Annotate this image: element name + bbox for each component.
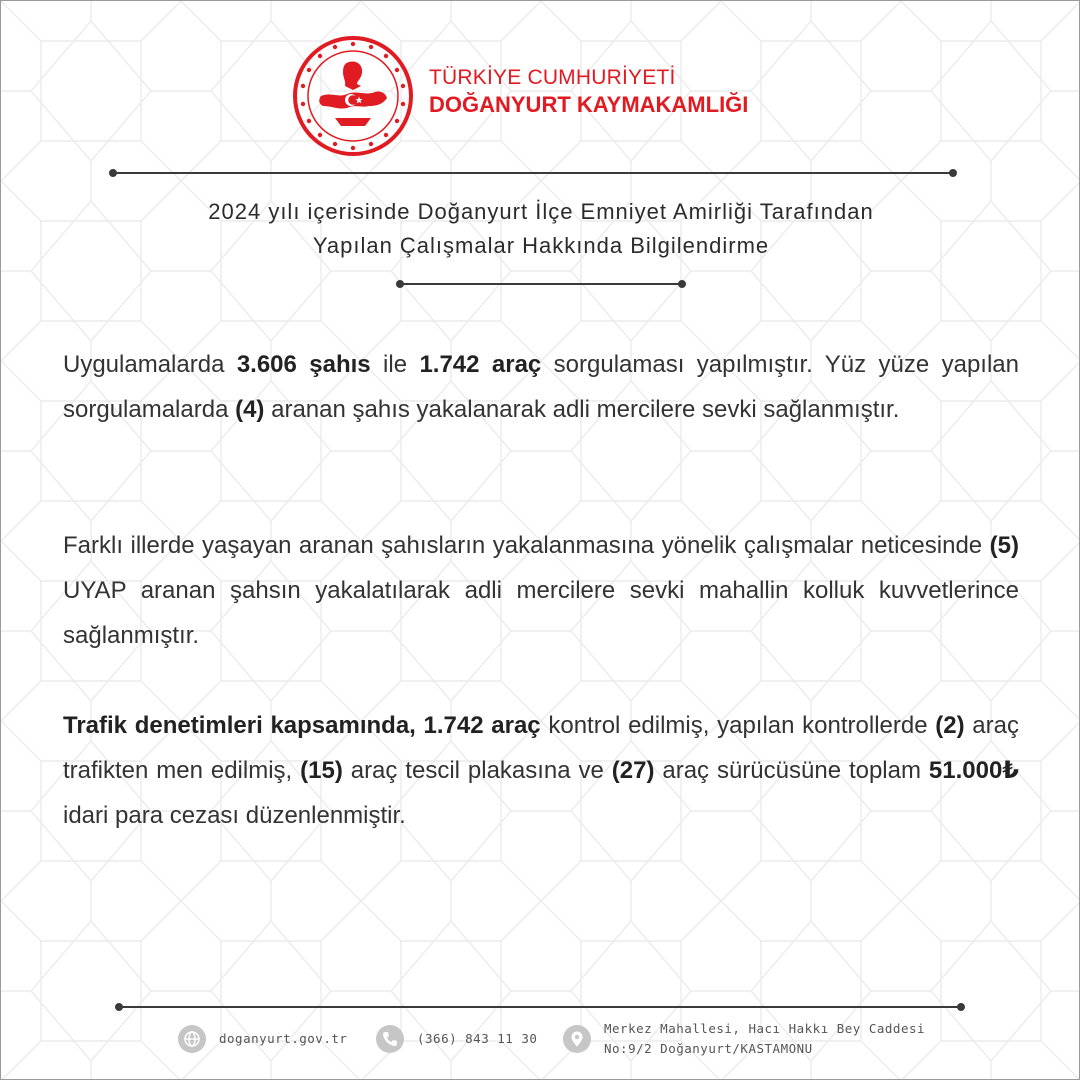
p3-text-2: araç trafikten men edilmiş, [63,712,1019,784]
p1-text-2: ile [370,351,420,378]
organization-name [429,65,748,118]
p3-bold-plate: (15) [300,757,343,784]
p2-text-2: UYAP aranan şahsın yakalatılarak adli mercilere sevki mahallin kolluk kuvvetlerince sağlanmıştır. [63,577,1019,649]
footer-address [563,1019,925,1059]
p1-bold-count: (4) [235,396,265,423]
p3-text-5: idari para cezası düzenlenmiştir. [63,802,406,829]
paragraph-uyap [63,523,1019,658]
announcement-subtitle [81,195,1001,263]
phone-icon [376,1025,404,1053]
org-title-line2: DOĞANYURT KAYMAKAMLIĞI [429,92,749,117]
subtitle-divider [400,283,682,285]
p3-bold-fine: 51.000₺ [928,757,1019,784]
p1-bold-vehicles: 1.742 araç [419,351,542,378]
address-line1: Merkez Mahallesi, Hacı Hakkı Bey Caddesi [604,1021,926,1036]
p3-text-4: araç sürücüsüne toplam [654,757,929,784]
phone-number[interactable]: (366) 843 11 30 [417,1031,538,1046]
p3-bold-intro: Trafik denetimleri kapsamında, 1.742 araç [63,712,541,739]
footer-divider [119,1006,961,1008]
paragraph-traffic [63,703,1019,838]
p1-text-1: Uygulamalarda [63,351,237,378]
subtitle-line2: Yapılan Çalışmalar Hakkında Bilgilendirme [312,233,770,258]
globe-icon [178,1025,206,1053]
p3-text-3: araç tescil plakasına ve [342,757,612,784]
p1-text-3: sorgulaması yapılmıştır. Yüz yüze yapılan sorgulamalarda [63,351,1019,423]
p2-text-1: Farklı illerde yaşayan aranan şahısların yakalanmasına yönelik çalışmalar neticesinde [63,532,990,559]
p1-text-4: aranan şahıs yakalanarak adli mercilere sevki sağlanmıştır. [264,396,900,423]
p3-text-1: kontrol edilmiş, yapılan kontrollerde [540,712,936,739]
address-line2: No:9/2 Doğanyurt/KASTAMONU [604,1041,813,1056]
p3-bold-men: (2) [935,712,965,739]
p1-bold-persons: 3.606 şahıs [236,351,371,378]
kaymakamlik-emblem-icon [291,34,415,158]
org-title-line1: TÜRKİYE CUMHURİYETİ [429,66,676,89]
paragraph-queries [63,342,1019,432]
p2-bold-count: (5) [989,532,1019,559]
subtitle-line1: 2024 yılı içerisinde Doğanyurt İlçe Emniyet Amirliği Tarafından [208,199,874,224]
p3-bold-drivers: (27) [611,757,655,784]
top-divider [113,172,953,174]
location-pin-icon [563,1025,591,1053]
footer-phone[interactable] [376,1025,537,1053]
footer-web[interactable] [178,1025,347,1053]
website-link[interactable]: doganyurt.gov.tr [219,1031,348,1046]
address-text [604,1019,925,1059]
